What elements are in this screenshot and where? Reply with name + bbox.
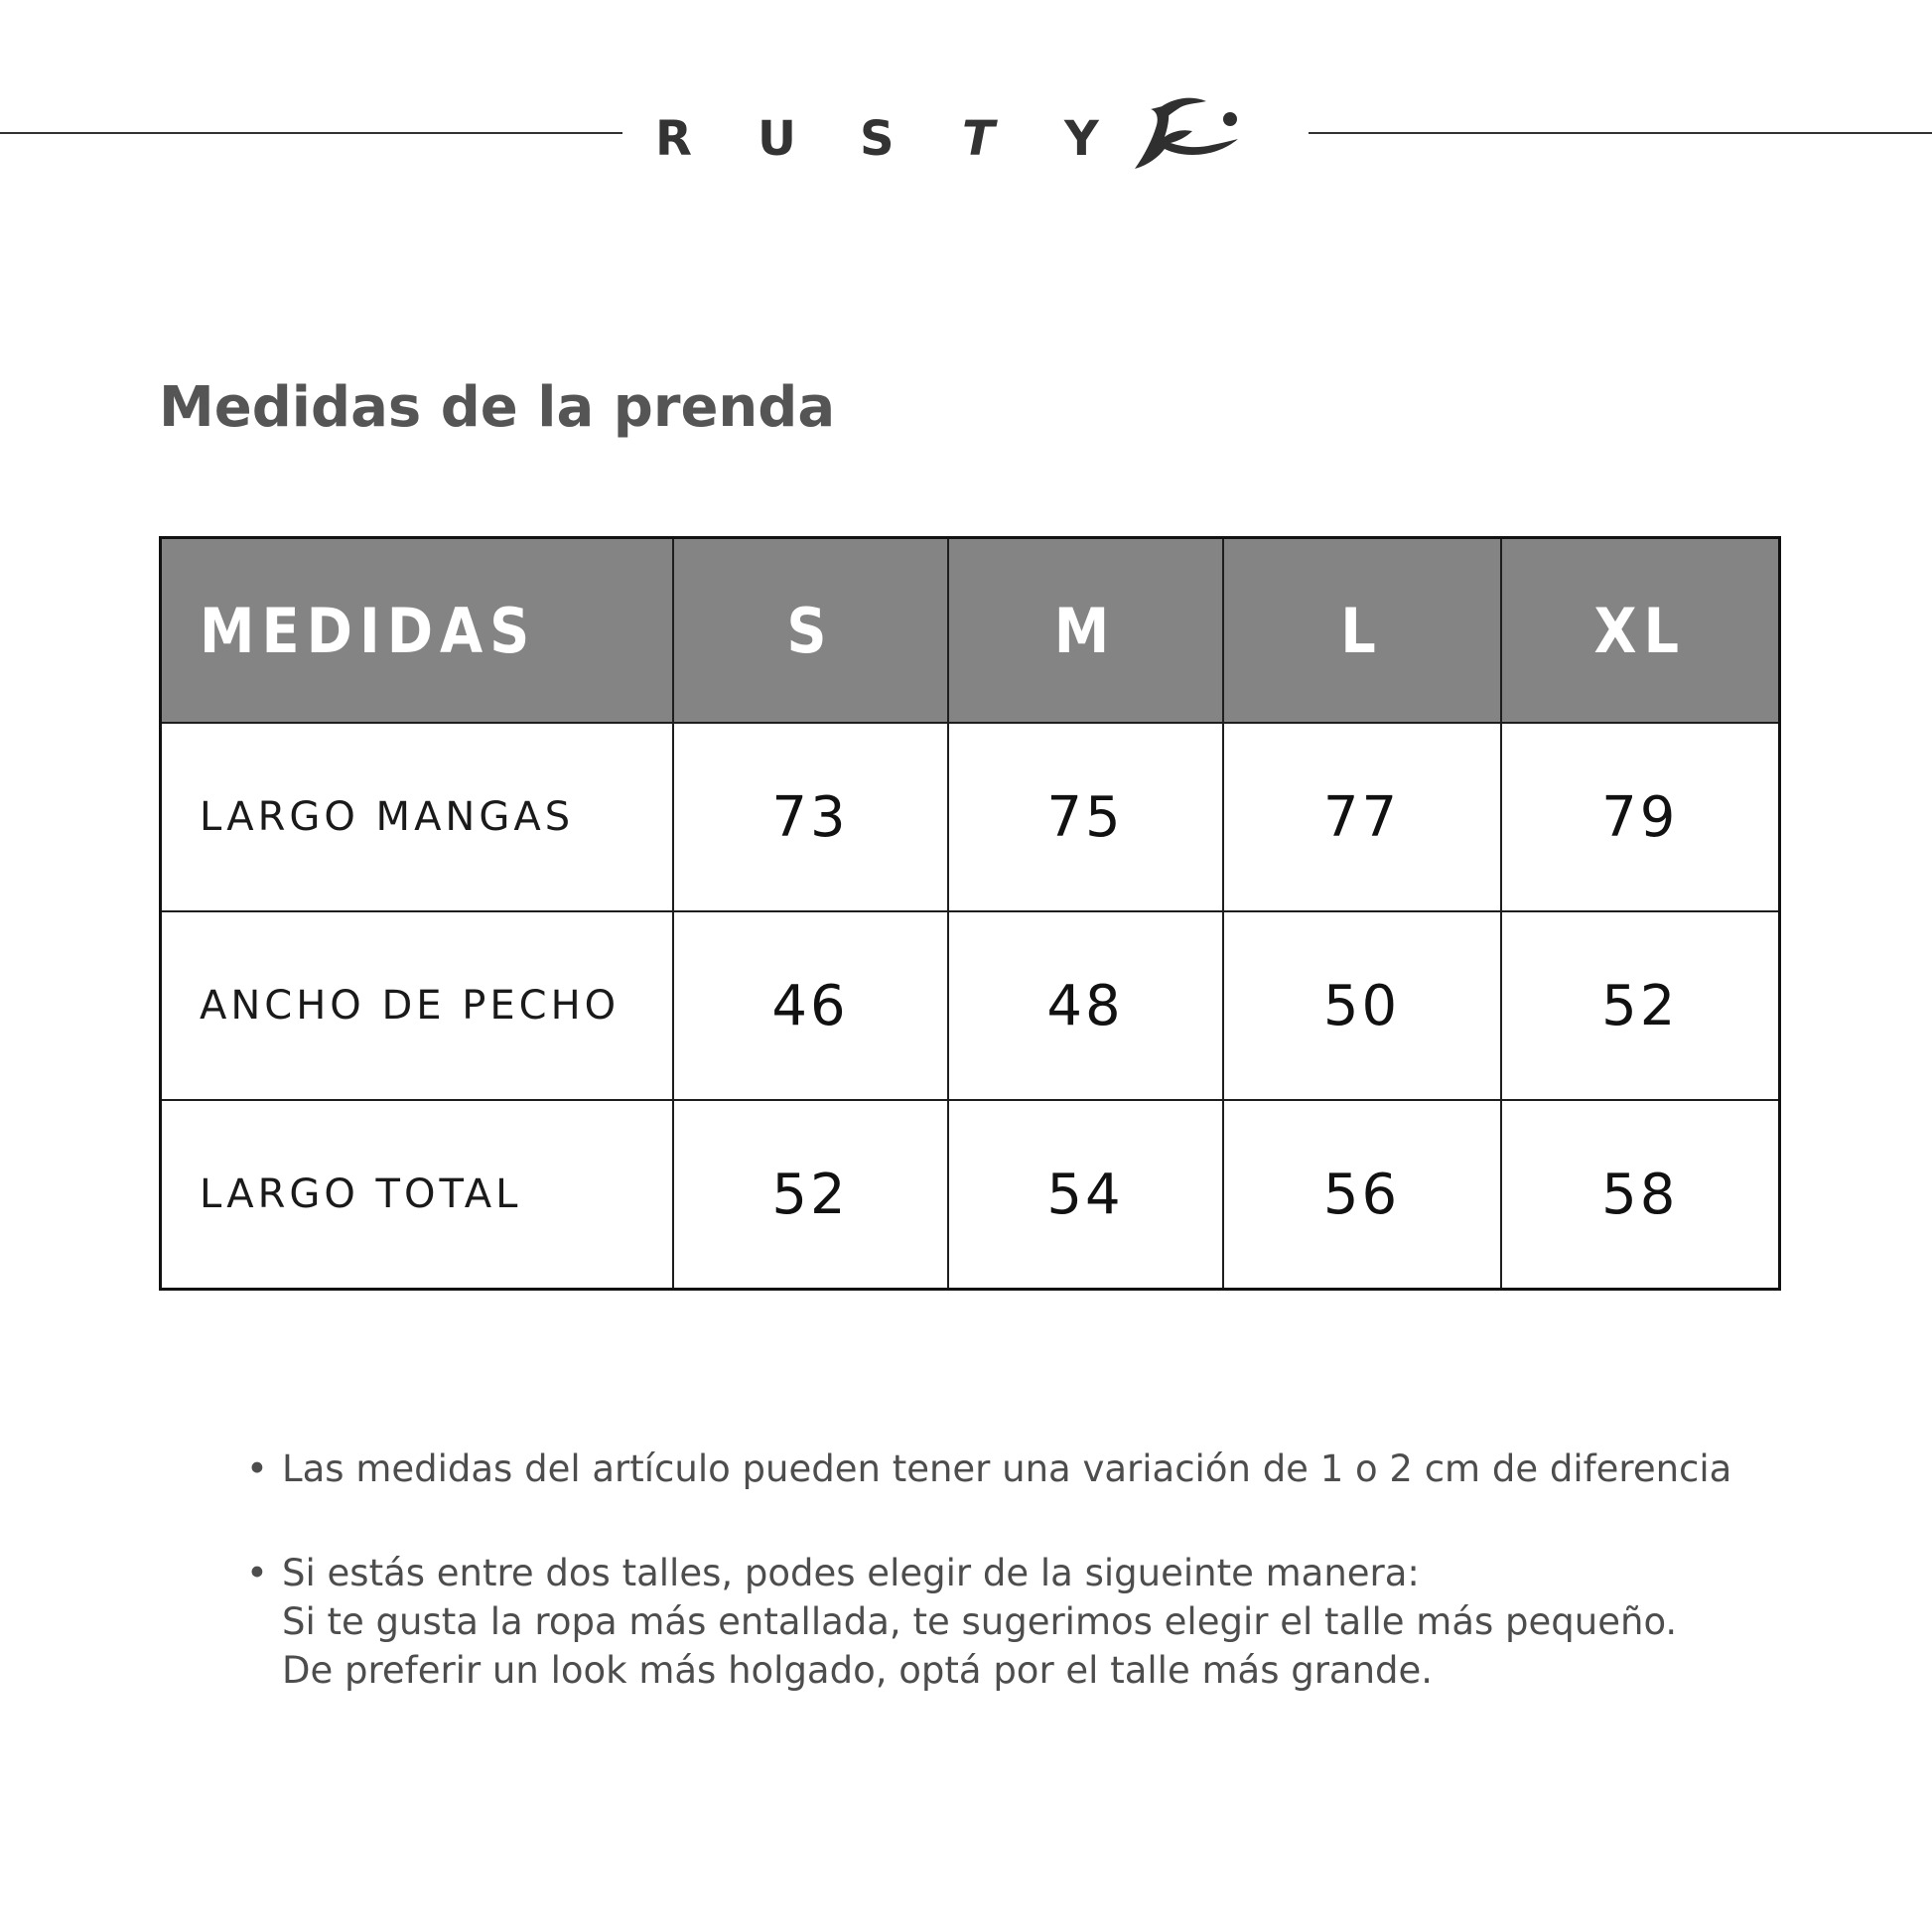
header-measures: MEDIDAS [161, 538, 673, 724]
table-cell: 77 [1223, 723, 1501, 911]
note-item [246, 1549, 1795, 1695]
header-rule-right [1309, 132, 1932, 134]
note-text: De preferir un look más holgado, optá por el talle más grande. [282, 1649, 1434, 1692]
row-label: ANCHO DE PECHO [161, 911, 673, 1100]
page-title: Medidas de la prenda [159, 375, 836, 440]
header-size-l: L [1223, 538, 1501, 724]
brand-letter: S [860, 111, 895, 167]
size-chart-table [159, 536, 1781, 1291]
brand-letter: Y [1064, 111, 1099, 167]
note-item [246, 1445, 1795, 1493]
header-size-xl: XL [1501, 538, 1780, 724]
brand-wordmark [655, 111, 1167, 167]
bullet-icon: • [246, 1552, 268, 1594]
table-cell: 52 [673, 1100, 948, 1290]
table-row [161, 911, 1780, 1100]
note-text: Si te gusta la ropa más entallada, te sugerimos elegir el talle más pequeño. [282, 1600, 1678, 1643]
table-cell: 79 [1501, 723, 1780, 911]
table-cell: 50 [1223, 911, 1501, 1100]
note-text: Si estás entre dos talles, podes elegir de la sigueinte manera: [282, 1552, 1420, 1594]
table-row [161, 723, 1780, 911]
table-cell: 58 [1501, 1100, 1780, 1290]
bullet-icon: • [246, 1447, 268, 1490]
brand-letter: R [655, 111, 692, 167]
table-row [161, 1100, 1780, 1290]
table-cell: 56 [1223, 1100, 1501, 1290]
table-cell: 75 [948, 723, 1223, 911]
header-rule-left [0, 132, 622, 134]
table-cell: 73 [673, 723, 948, 911]
brand-letter: U [758, 111, 796, 167]
table-cell: 54 [948, 1100, 1223, 1290]
table-cell: 48 [948, 911, 1223, 1100]
table-header-row [161, 538, 1780, 724]
note-text: Las medidas del artículo pueden tener una variación de 1 o 2 cm de diferencia [282, 1447, 1732, 1490]
header-size-s: S [673, 538, 948, 724]
row-label: LARGO TOTAL [161, 1100, 673, 1290]
header-size-m: M [948, 538, 1223, 724]
notes-list [246, 1445, 1795, 1695]
table-cell: 52 [1501, 911, 1780, 1100]
row-label: LARGO MANGAS [161, 723, 673, 911]
table-cell: 46 [673, 911, 948, 1100]
brand-letter: T [962, 111, 995, 167]
rusty-logo-mark-icon [1127, 95, 1266, 175]
brand-logo [655, 99, 1167, 179]
